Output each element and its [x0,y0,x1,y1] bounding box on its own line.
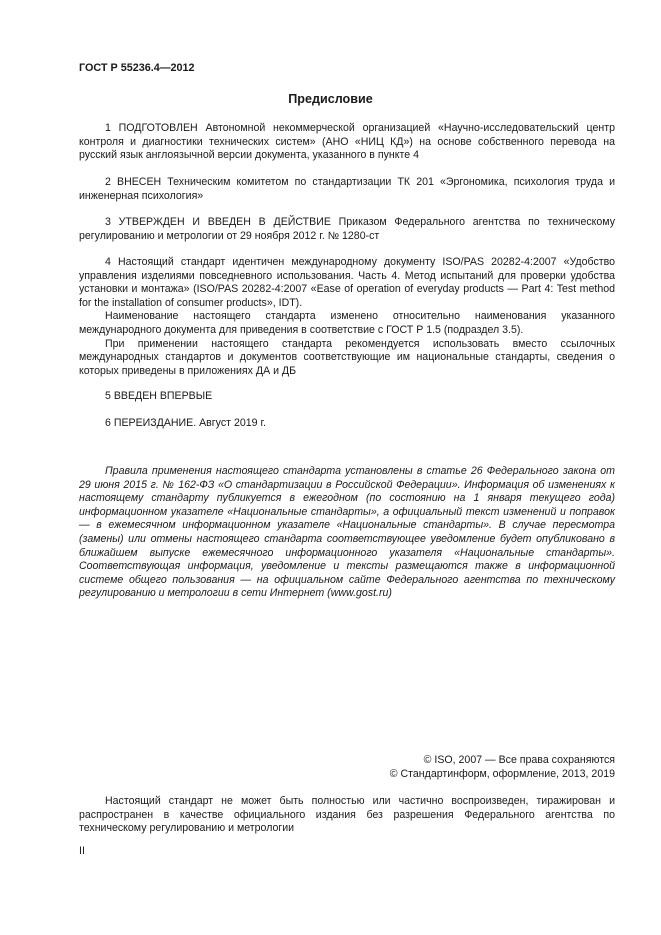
document-header: ГОСТ Р 55236.4—2012 [79,62,195,74]
foreword-item-4-naming-note: Наименование настоящего стандарта изменено относительно наименования указанного международного документа для приведения в соответствие с ГОСТ Р 1.5 (подраздел 3.5). [79,310,615,336]
standard-application-notice [79,465,615,601]
foreword-item-1 [79,122,615,163]
foreword-item-4-references-note: При применении настоящего стандарта рекомендуется использовать вместо ссылочных международных стандартов и документов соответствующие им национальные стандарты, сведения о которых приведены в приложениях ДА и ДБ [79,337,615,377]
foreword-item-3-text: 3 УТВЕРЖДЕН И ВВЕДЕН В ДЕЙСТВИЕ Приказом Федерального агентства по техническому регулированию и метрологии от 29 ноября 2012 г. № 1280-ст [79,216,615,242]
page-title: Предисловие [288,92,373,106]
foreword-item-4 [79,256,615,378]
reproduction-notice [79,795,615,836]
foreword-item-6-text: 6 ПЕРЕИЗДАНИЕ. Август 2019 г. [105,417,266,429]
foreword-item-6 [79,417,615,431]
foreword-item-2-text: 2 ВНЕСЕН Техническим комитетом по стандартизации ТК 201 «Эргономика, психология труда и инженерная психология» [79,176,615,202]
standard-application-notice-text: Правила применения настоящего стандарта установлены в статье 26 Федерального закона от 29 июня 2015 г. № 162-ФЗ «О стандартизации в Российской Федерации». Информация об изменениях к настоящему стандарту публикуется в ежегодном (по состоянию на 1 января текущего года) информационном указателе «Национальные стандарты», а официальный текст изменений и поправок — в ежемесячном информационном указателе «Национальные стандарты». В случае пересмотра (замены) или отмены настоящего стандарта соответствующее уведомление будет опубликовано в ближайшем выпуске ежемесячного информационного указателя «Национальные стандарты». Соответствующая информация, уведомление и тексты размещаются также в информационной системе общего пользования — на официальном сайте Федерального агентства по техническому регулированию и метрологии в сети Интернет (www.gost.ru) [79,465,615,600]
foreword-item-5-text: 5 ВВЕДЕН ВПЕРВЫЕ [105,390,213,402]
copyright-standartinform: © Стандартинформ, оформление, 2013, 2019 [389,768,615,780]
reproduction-notice-text: Настоящий стандарт не может быть полностью или частично воспроизведен, тиражирован и распространен в качестве официального издания без разрешения Федерального агентства по техническому регулированию и метрологии [79,795,615,835]
foreword-item-5 [79,390,615,404]
foreword-item-3 [79,216,615,243]
foreword-item-2 [79,176,615,203]
page-number: II [79,845,85,857]
copyright-iso: © ISO, 2007 — Все права сохраняются [423,754,615,766]
foreword-item-4-text: 4 Настоящий стандарт идентичен международному документу ISO/PAS 20282-4:2007 «Удобство управления изделиями повседневного использования. Часть 4. Метод испытаний для проверки удобства установки и монтажа» (ISO/PAS 20282-4:2007 «Ease of operation of everyday products — Part 4: Test method for the installation of consumer products», IDT). [79,256,615,309]
foreword-item-1-text: 1 ПОДГОТОВЛЕН Автономной некоммерческой организацией «Научно-исследовательский центр контроля и диагностики технических систем» (АНО «НИЦ КД») на основе собственного перевода на русский язык англоязычной версии документа, указанного в пункте 4 [79,122,615,162]
